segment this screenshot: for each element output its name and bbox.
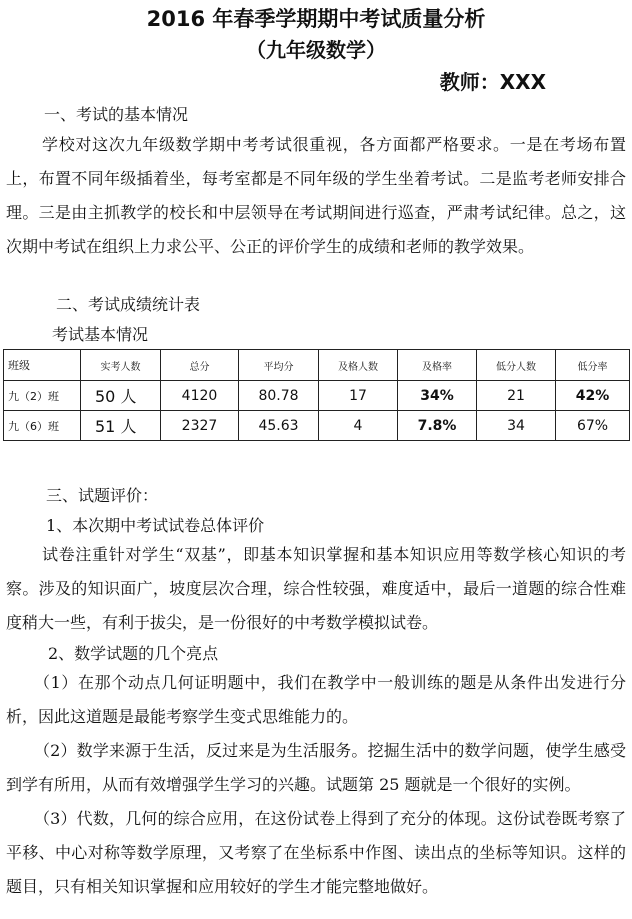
- table-cell: 4: [319, 411, 398, 441]
- table-header-cell: 实考人数: [81, 350, 161, 381]
- table-cell: 34: [477, 411, 556, 441]
- point-3: （3）代数，几何的综合应用，在这份试卷上得到了充分的体现。这份试卷既考察了平移、中心对称等数学原理，又考察了在坐标系中作图、读出点的坐标等知识。这样的题目，只有相关知识掌握和应用较好的学生才能完整地做好。: [6, 809, 626, 896]
- table-cell: 42%: [556, 381, 630, 411]
- section-1-heading: 一、考试的基本情况: [44, 105, 189, 124]
- table-cell: 50 人: [81, 381, 161, 411]
- table-header-cell: 低分人数: [477, 350, 556, 381]
- table-cell: 4120: [161, 381, 239, 411]
- document-subtitle: （九年级数学）: [246, 38, 386, 62]
- section-3-sub1-body: [0, 538, 632, 640]
- section-1-body: [0, 128, 632, 264]
- table-cell: 7.8%: [398, 411, 477, 441]
- section-3-sub1-paragraph: 试卷注重针对学生“双基”，即基本知识掌握和基本知识应用等数学核心知识的考察。涉及的知识面广，坡度层次合理，综合性较强，难度适中，最后一道题的综合性难度稍大一些，有利于拔尖，是一份很好的中考数学模拟试卷。: [6, 545, 626, 632]
- section-3-sub1-heading: 1、本次期中考试试卷总体评价: [46, 516, 265, 535]
- table-cell: 67%: [556, 411, 630, 441]
- table-header-cell: 总分: [161, 350, 239, 381]
- table-cell: 17: [319, 381, 398, 411]
- table-cell: 34%: [398, 381, 477, 411]
- table-header-cell: 及格率: [398, 350, 477, 381]
- point-2: （2）数学来源于生活，反过来是为生活服务。挖掘生活中的数学问题，使学生感受到学有所用，从而有效增强学生学习的兴趣。试题第 25 题就是一个很好的实例。: [6, 741, 626, 794]
- table-cell: 80.78: [239, 381, 319, 411]
- table-cell: 九（2）班: [4, 381, 81, 411]
- table-header-cell: 及格人数: [319, 350, 398, 381]
- table-cell: 21: [477, 381, 556, 411]
- point-1: （1）在那个动点几何证明题中，我们在教学中一般训练的题是从条件出发进行分析，因此这道题是最能考察学生变式思维能力的。: [6, 673, 626, 726]
- table-header-cell: 低分率: [556, 350, 630, 381]
- section-1-paragraph: 学校对这次九年级数学期中考考试很重视，各方面都严格要求。一是在考场布置上，布置不同年级插着坐，每考室都是不同年级的学生坐着考试。二是监考老师安排合理。三是由主抓教学的校长和中层领导在考试期间进行巡查，严肃考试纪律。总之，这次期中考试在组织上力求公平、公正的评价学生的成绩和老师的教学效果。: [6, 135, 626, 256]
- table-cell: 45.63: [239, 411, 319, 441]
- section-2-heading: 二、考试成绩统计表: [56, 295, 201, 314]
- table-cell: 九（6）班: [4, 411, 81, 441]
- table-header-row: [4, 350, 630, 381]
- table-caption: 考试基本情况: [52, 325, 149, 344]
- section-3-sub2-heading: 2、数学试题的几个亮点: [48, 644, 219, 663]
- section-3-points: [0, 666, 632, 904]
- table-header-cell: 班级: [4, 350, 81, 381]
- teacher-name: 教师：XXX: [439, 70, 546, 94]
- table-row: [4, 381, 630, 411]
- table-header-cell: 平均分: [239, 350, 319, 381]
- table-row: [4, 411, 630, 441]
- section-3-heading: 三、试题评价：: [46, 486, 159, 505]
- document-title: 2016 年春季学期期中考试质量分析: [146, 7, 486, 31]
- table-cell: 51 人: [81, 411, 161, 441]
- table-cell: 2327: [161, 411, 239, 441]
- exam-stats-table: [3, 349, 630, 441]
